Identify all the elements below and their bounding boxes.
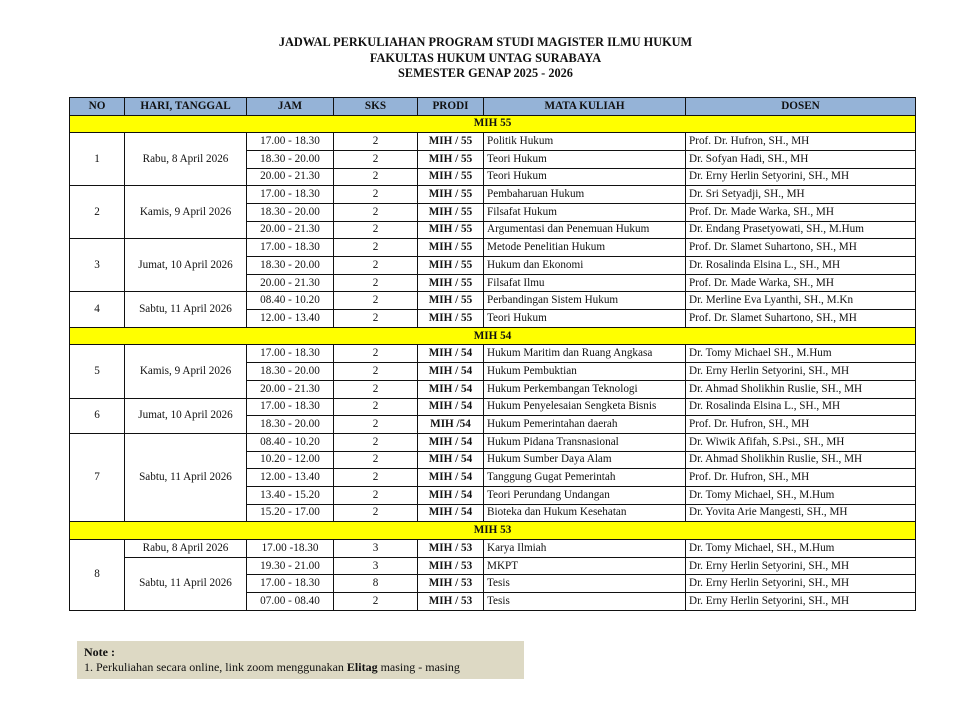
cell-dosen: Dr. Sri Setyadji, SH., MH [686, 186, 916, 204]
cell-sks: 2 [334, 486, 418, 504]
cell-prodi: MIH / 55 [418, 274, 484, 292]
cell-dosen: Prof. Dr. Hufron, SH., MH [686, 416, 916, 434]
cell-sks: 8 [334, 575, 418, 593]
cell-prodi: MIH / 54 [418, 345, 484, 363]
cell-hari-tanggal: Rabu, 8 April 2026 [125, 133, 247, 186]
cell-sks: 2 [334, 168, 418, 186]
cell-dosen: Dr. Erny Herlin Setyorini, SH., MH [686, 557, 916, 575]
cell-sks: 2 [334, 451, 418, 469]
section-row [70, 115, 916, 133]
title-line-2: FAKULTAS HUKUM UNTAG SURABAYA [369, 50, 602, 65]
note-heading: Note : [84, 645, 115, 659]
cell-jam: 17.00 - 18.30 [247, 345, 334, 363]
cell-prodi: MIH / 55 [418, 150, 484, 168]
header-jam: JAM [247, 98, 334, 116]
document-title [0, 35, 971, 82]
cell-dosen: Prof. Dr. Made Warka, SH., MH [686, 203, 916, 221]
cell-prodi: MIH / 55 [418, 310, 484, 328]
cell-mata-kuliah: Hukum Penyelesaian Sengketa Bisnis [484, 398, 686, 416]
header-prodi: PRODI [418, 98, 484, 116]
cell-sks: 2 [334, 433, 418, 451]
cell-jam: 18.30 - 20.00 [247, 363, 334, 381]
cell-dosen: Dr. Tomy Michael, SH., M.Hum [686, 540, 916, 558]
cell-mata-kuliah: Hukum dan Ekonomi [484, 257, 686, 275]
cell-sks: 2 [334, 593, 418, 611]
cell-sks: 2 [334, 292, 418, 310]
cell-mata-kuliah: MKPT [484, 557, 686, 575]
cell-hari-tanggal: Kamis, 9 April 2026 [125, 186, 247, 239]
cell-prodi: MIH / 54 [418, 504, 484, 522]
cell-jam: 10.20 - 12.00 [247, 451, 334, 469]
cell-hari-tanggal: Sabtu, 11 April 2026 [125, 433, 247, 521]
cell-jam: 18.30 - 20.00 [247, 203, 334, 221]
cell-mata-kuliah: Bioteka dan Hukum Kesehatan [484, 504, 686, 522]
cell-dosen: Dr. Yovita Arie Mangesti, SH., MH [686, 504, 916, 522]
cell-sks: 2 [334, 274, 418, 292]
cell-hari-tanggal: Kamis, 9 April 2026 [125, 345, 247, 398]
cell-jam: 17.00 -18.30 [247, 540, 334, 558]
cell-jam: 13.40 - 15.20 [247, 486, 334, 504]
table-row [70, 433, 916, 451]
header-no: NO [70, 98, 125, 116]
table-row [70, 186, 916, 204]
cell-dosen: Dr. Endang Prasetyowati, SH., M.Hum [686, 221, 916, 239]
note-line [84, 660, 517, 675]
cell-mata-kuliah: Metode Penelitian Hukum [484, 239, 686, 257]
table-row [70, 345, 916, 363]
cell-no: 8 [70, 540, 125, 611]
cell-dosen: Dr. Merline Eva Lyanthi, SH., M.Kn [686, 292, 916, 310]
cell-hari-tanggal: Sabtu, 11 April 2026 [125, 557, 247, 610]
cell-dosen: Dr. Erny Herlin Setyorini, SH., MH [686, 575, 916, 593]
cell-mata-kuliah: Hukum Pidana Transnasional [484, 433, 686, 451]
cell-jam: 18.30 - 20.00 [247, 150, 334, 168]
cell-jam: 20.00 - 21.30 [247, 274, 334, 292]
cell-jam: 17.00 - 18.30 [247, 133, 334, 151]
note-bold-text: Elitag [346, 659, 378, 674]
cell-prodi: MIH / 54 [418, 380, 484, 398]
cell-dosen: Prof. Dr. Slamet Suhartono, SH., MH [686, 239, 916, 257]
cell-sks: 3 [334, 540, 418, 558]
section-label: MIH 55 [70, 115, 916, 133]
section-label: MIH 53 [70, 522, 916, 540]
cell-jam: 20.00 - 21.30 [247, 380, 334, 398]
cell-dosen: Dr. Ahmad Sholikhin Ruslie, SH., MH [686, 380, 916, 398]
note-text-suffix: masing - masing [377, 659, 460, 674]
header-sks: SKS [334, 98, 418, 116]
cell-mata-kuliah: Hukum Pemerintahan daerah [484, 416, 686, 434]
cell-jam: 20.00 - 21.30 [247, 168, 334, 186]
cell-prodi: MIH / 54 [418, 363, 484, 381]
cell-prodi: MIH / 54 [418, 451, 484, 469]
cell-dosen: Prof. Dr. Hufron, SH., MH [686, 469, 916, 487]
cell-sks: 2 [334, 203, 418, 221]
cell-sks: 2 [334, 416, 418, 434]
cell-jam: 12.00 - 13.40 [247, 310, 334, 328]
cell-dosen: Dr. Ahmad Sholikhin Ruslie, SH., MH [686, 451, 916, 469]
section-label: MIH 54 [70, 327, 916, 345]
cell-dosen: Dr. Tomy Michael, SH., M.Hum [686, 486, 916, 504]
cell-dosen: Dr. Erny Herlin Setyorini, SH., MH [686, 168, 916, 186]
cell-jam: 20.00 - 21.30 [247, 221, 334, 239]
cell-hari-tanggal: Jumat, 10 April 2026 [125, 239, 247, 292]
cell-prodi: MIH / 53 [418, 575, 484, 593]
cell-jam: 08.40 - 10.20 [247, 433, 334, 451]
cell-mata-kuliah: Teori Hukum [484, 310, 686, 328]
table-row [70, 239, 916, 257]
cell-sks: 2 [334, 239, 418, 257]
cell-prodi: MIH / 54 [418, 433, 484, 451]
cell-prodi: MIH / 54 [418, 398, 484, 416]
cell-sks: 2 [334, 133, 418, 151]
schedule-table [69, 97, 916, 611]
cell-mata-kuliah: Teori Perundang Undangan [484, 486, 686, 504]
cell-prodi: MIH / 55 [418, 239, 484, 257]
header-dosen: DOSEN [686, 98, 916, 116]
cell-mata-kuliah: Hukum Pembuktian [484, 363, 686, 381]
cell-sks: 2 [334, 380, 418, 398]
title-line-1: JADWAL PERKULIAHAN PROGRAM STUDI MAGISTER ILMU HUKUM [278, 35, 693, 49]
cell-mata-kuliah: Filsafat Ilmu [484, 274, 686, 292]
cell-prodi: MIH / 55 [418, 168, 484, 186]
cell-prodi: MIH / 54 [418, 486, 484, 504]
cell-jam: 18.30 - 20.00 [247, 416, 334, 434]
cell-mata-kuliah: Tesis [484, 593, 686, 611]
cell-jam: 17.00 - 18.30 [247, 575, 334, 593]
cell-hari-tanggal: Rabu, 8 April 2026 [125, 540, 247, 558]
cell-sks: 2 [334, 310, 418, 328]
cell-mata-kuliah: Hukum Perkembangan Teknologi [484, 380, 686, 398]
cell-jam: 17.00 - 18.30 [247, 186, 334, 204]
table-header-row [70, 98, 916, 116]
cell-mata-kuliah: Teori Hukum [484, 150, 686, 168]
header-mata-kuliah: MATA KULIAH [484, 98, 686, 116]
cell-mata-kuliah: Filsafat Hukum [484, 203, 686, 221]
cell-prodi: MIH / 55 [418, 186, 484, 204]
cell-jam: 12.00 - 13.40 [247, 469, 334, 487]
cell-mata-kuliah: Argumentasi dan Penemuan Hukum [484, 221, 686, 239]
cell-hari-tanggal: Jumat, 10 April 2026 [125, 398, 247, 433]
cell-no: 2 [70, 186, 125, 239]
cell-no: 3 [70, 239, 125, 292]
cell-mata-kuliah: Tesis [484, 575, 686, 593]
cell-sks: 2 [334, 221, 418, 239]
cell-sks: 2 [334, 150, 418, 168]
cell-no: 7 [70, 433, 125, 521]
cell-jam: 17.00 - 18.30 [247, 398, 334, 416]
cell-dosen: Dr. Rosalinda Elsina L., SH., MH [686, 398, 916, 416]
cell-jam: 17.00 - 18.30 [247, 239, 334, 257]
cell-prodi: MIH / 54 [418, 469, 484, 487]
cell-dosen: Prof. Dr. Made Warka, SH., MH [686, 274, 916, 292]
header-hari-tanggal: HARI, TANGGAL [125, 98, 247, 116]
cell-mata-kuliah: Pembaharuan Hukum [484, 186, 686, 204]
cell-dosen: Prof. Dr. Slamet Suhartono, SH., MH [686, 310, 916, 328]
cell-prodi: MIH / 55 [418, 133, 484, 151]
table-row [70, 540, 916, 558]
cell-mata-kuliah: Tanggung Gugat Pemerintah [484, 469, 686, 487]
cell-no: 4 [70, 292, 125, 327]
cell-mata-kuliah: Karya Ilmiah [484, 540, 686, 558]
cell-prodi: MIH / 55 [418, 292, 484, 310]
cell-no: 1 [70, 133, 125, 186]
cell-prodi: MIH / 55 [418, 203, 484, 221]
cell-prodi: MIH / 55 [418, 257, 484, 275]
table-row [70, 557, 916, 575]
table-row [70, 133, 916, 151]
note-box [77, 641, 524, 679]
cell-sks: 2 [334, 398, 418, 416]
cell-jam: 07.00 - 08.40 [247, 593, 334, 611]
title-line-3: SEMESTER GENAP 2025 - 2026 [398, 66, 573, 80]
cell-no: 5 [70, 345, 125, 398]
cell-sks: 3 [334, 557, 418, 575]
note-text: 1. Perkuliahan secara online, link zoom menggunakan [84, 659, 347, 674]
cell-sks: 2 [334, 345, 418, 363]
table-row [70, 292, 916, 310]
cell-mata-kuliah: Hukum Sumber Daya Alam [484, 451, 686, 469]
cell-prodi: MIH / 53 [418, 557, 484, 575]
cell-dosen: Dr. Wiwik Afifah, S.Psi., SH., MH [686, 433, 916, 451]
cell-hari-tanggal: Sabtu, 11 April 2026 [125, 292, 247, 327]
cell-jam: 19.30 - 21.00 [247, 557, 334, 575]
section-row [70, 522, 916, 540]
cell-prodi: MIH / 55 [418, 221, 484, 239]
cell-prodi: MIH / 53 [418, 540, 484, 558]
cell-dosen: Dr. Erny Herlin Setyorini, SH., MH [686, 363, 916, 381]
cell-no: 6 [70, 398, 125, 433]
cell-sks: 2 [334, 186, 418, 204]
cell-sks: 2 [334, 257, 418, 275]
cell-dosen: Prof. Dr. Hufron, SH., MH [686, 133, 916, 151]
cell-dosen: Dr. Rosalinda Elsina L., SH., MH [686, 257, 916, 275]
section-row [70, 327, 916, 345]
cell-jam: 18.30 - 20.00 [247, 257, 334, 275]
cell-sks: 2 [334, 504, 418, 522]
cell-mata-kuliah: Perbandingan Sistem Hukum [484, 292, 686, 310]
cell-dosen: Dr. Sofyan Hadi, SH., MH [686, 150, 916, 168]
cell-mata-kuliah: Politik Hukum [484, 133, 686, 151]
cell-prodi: MIH /54 [418, 416, 484, 434]
cell-mata-kuliah: Teori Hukum [484, 168, 686, 186]
cell-sks: 2 [334, 363, 418, 381]
cell-jam: 08.40 - 10.20 [247, 292, 334, 310]
cell-sks: 2 [334, 469, 418, 487]
cell-prodi: MIH / 53 [418, 593, 484, 611]
cell-mata-kuliah: Hukum Maritim dan Ruang Angkasa [484, 345, 686, 363]
table-row [70, 398, 916, 416]
cell-dosen: Dr. Tomy Michael SH., M.Hum [686, 345, 916, 363]
cell-jam: 15.20 - 17.00 [247, 504, 334, 522]
cell-dosen: Dr. Erny Herlin Setyorini, SH., MH [686, 593, 916, 611]
